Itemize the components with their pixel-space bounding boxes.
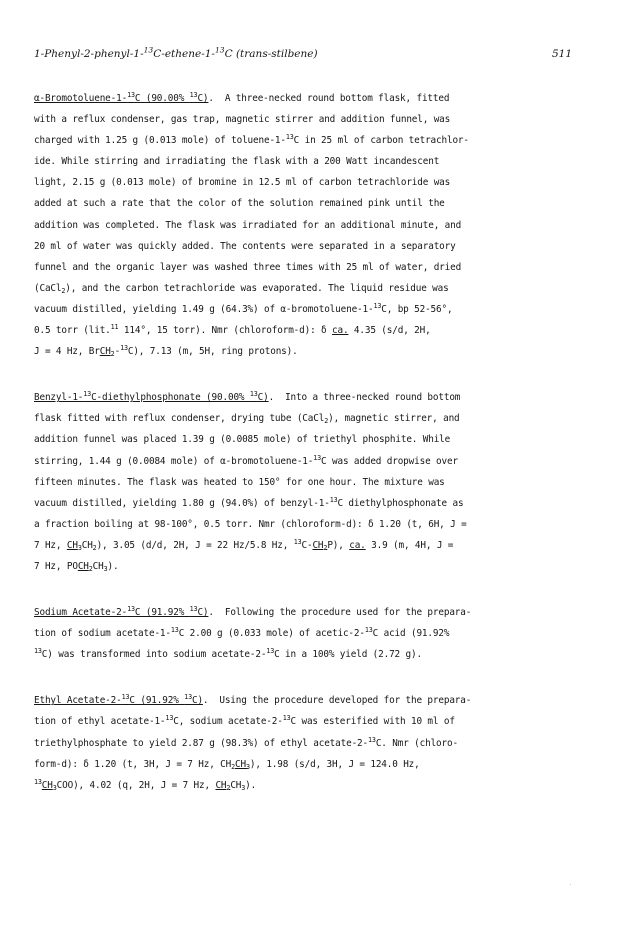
procedure-benzylphosphonate bbox=[34, 387, 572, 577]
text-line: addition was completed. The flask was irradiated for an additional minute, and bbox=[34, 219, 462, 231]
text-line: addition funnel was placed 1.39 g (0.0085 mole) of triethyl phosphite. While bbox=[34, 434, 451, 446]
text-line: with a reflux condenser, gas trap, magnetic stirrer and addition funnel, was bbox=[34, 114, 451, 126]
text-line: flask fitted with reflux condenser, drying tube (CaCl$_2$), magnetic stirrer, and bbox=[34, 413, 460, 426]
section-heading: α-Bromotoluene-1-$^{13}$C (90.00% $^{13}$C) bbox=[34, 90, 209, 104]
text-line: Sodium Acetate-2-$^{13}$C (91.92% $^{13}$C). Following the procedure used for the prepara- bbox=[34, 604, 472, 619]
text-line: 0.5 torr (lit.$^{11}$ 114°, 15 torr). Nmr (chloroform-d): δ ca. 4.35 (s/d, 2H, bbox=[34, 322, 431, 337]
text-line: tion of ethyl acetate-1-$^{13}$C, sodium acetate-2-$^{13}$C was esterified with 10 ml of bbox=[34, 714, 455, 728]
text-line: ide. While stirring and irradiating the flask with a 200 Watt incandescent bbox=[34, 156, 440, 168]
text-line: added at such a rate that the color of the solution remained pink until the bbox=[34, 198, 445, 210]
text-line: α-Bromotoluene-1-$^{13}$C (90.00% $^{13}$C). A three-necked round bottom flask, fitted bbox=[34, 90, 450, 104]
text-line: form-d): δ 1.20 (t, 3H, J = 7 Hz, $CH_2CH_3$), 1.98 (s/d, 3H, J = 124.0 Hz, bbox=[34, 758, 420, 771]
running-header-title: 1-Phenyl-2-phenyl-1-$^{13}$C-ethene-1-$^{13}$C (trans-stilbene) bbox=[34, 45, 318, 60]
text-line: $^{13}CH_3COO$), 4.02 (q, 2H, J = 7 Hz, $CH_2CH_3$). bbox=[34, 777, 257, 792]
section-heading: Benzyl-1-$^{13}$C-diethylphosphonate (90.00% $^{13}$C) bbox=[34, 390, 269, 404]
document-body bbox=[34, 88, 572, 796]
text-line: tion of sodium acetate-1-$^{13}$C 2.00 g (0.033 mole) of acetic-2-$^{13}$C acid (91.92% bbox=[34, 625, 450, 640]
text-line: a fraction boiling at 98-100°, 0.5 torr. Nmr (chloroform-d): δ 1.20 (t, 6H, J = bbox=[34, 518, 467, 530]
section-heading: Ethyl Acetate-2-$^{13}$C (91.92% $^{13}$C) bbox=[34, 693, 203, 707]
text-line: light, 2.15 g (0.013 mole) of bromine in 12.5 ml of carbon tetrachloride was bbox=[34, 177, 451, 189]
text-line: 7 Hz, $POCH_2CH_3$). bbox=[34, 560, 119, 573]
procedure-sodium-acetate bbox=[34, 602, 572, 665]
procedure-bromotoluene bbox=[34, 88, 572, 362]
text-line: $^{13}$C) was transformed into sodium acetate-2-$^{13}$C in a 100% yield (2.72 g). bbox=[34, 647, 422, 661]
text-line: vacuum distilled, yielding 1.49 g (64.3%) of α-bromotoluene-1-$^{13}$C, bp 52-56°, bbox=[34, 301, 453, 315]
text-line: fifteen minutes. The flask was heated to 150° for one hour. The mixture was bbox=[34, 476, 445, 488]
scan-speck bbox=[570, 884, 571, 885]
running-header bbox=[34, 45, 572, 70]
text-line: triethylphosphate to yield 2.87 g (98.3%) of ethyl acetate-2-$^{13}$C. Nmr (chloro- bbox=[34, 735, 458, 749]
text-line: vacuum distilled, yielding 1.80 g (94.0%) of benzyl-1-$^{13}$C diethylphosphonate as bbox=[34, 495, 464, 509]
text-line: (CaCl$_2$), and the carbon tetrachloride was evaporated. The liquid residue was bbox=[34, 282, 449, 295]
text-line: Benzyl-1-$^{13}$C-diethylphosphonate (90.00% $^{13}$C). Into a three-necked round bottom bbox=[34, 390, 461, 404]
reference-superscript: 11 bbox=[110, 322, 119, 331]
text-line: 7 Hz, $CH_3CH_2$), 3.05 (d/d, 2H, J = 22 Hz/5.8 Hz, $^{13}C-CH_2P$), ca. 3.9 (m, 4H, J = bbox=[34, 537, 454, 552]
text-line: funnel and the organic layer was washed three times with 25 ml of water, dried bbox=[34, 261, 462, 273]
text-line: 20 ml of water was quickly added. The contents were separated in a separatory bbox=[34, 240, 456, 252]
page-number: 511 bbox=[551, 48, 572, 60]
section-heading: Sodium Acetate-2-$^{13}$C (91.92% $^{13}$C) bbox=[34, 604, 209, 619]
text-line: Ethyl Acetate-2-$^{13}$C (91.92% $^{13}$C). Using the procedure developed for the prepara- bbox=[34, 693, 472, 707]
text-line: stirring, 1.44 g (0.0084 mole) of α-bromotoluene-1-$^{13}$C was added dropwise over bbox=[34, 453, 458, 467]
text-line: J = 4 Hz, BrCH$_2$-$^{13}$C), 7.13 (m, 5H, ring protons). bbox=[34, 343, 298, 359]
procedure-ethyl-acetate bbox=[34, 690, 572, 795]
text-line: charged with 1.25 g (0.013 mole) of toluene-1-$^{13}$C in 25 ml of carbon tetrachlor- bbox=[34, 133, 469, 147]
